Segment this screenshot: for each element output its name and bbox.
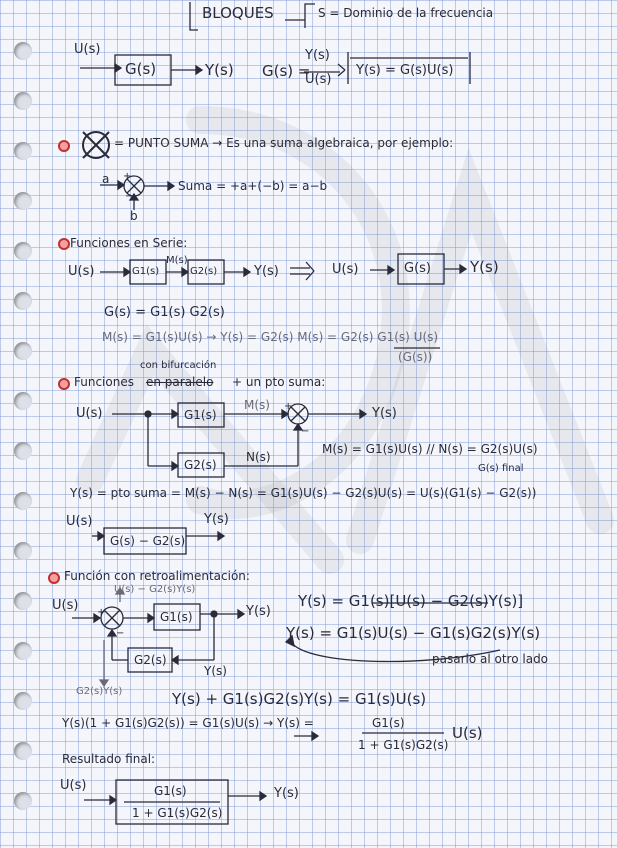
transfer-result: Y(s) = G(s)U(s): [356, 63, 454, 78]
g-block-label: G(s): [125, 60, 157, 78]
parallel-n-label: N(s): [246, 450, 271, 464]
series-g2-label: G2(s): [190, 266, 218, 277]
parallel-title-b: + un pto suma:: [232, 375, 326, 389]
bracket-shape: [190, 2, 198, 30]
series-output-y: Y(s): [254, 264, 279, 279]
feedback-minus: −: [116, 628, 125, 639]
parallel-output-y: Y(s): [372, 406, 397, 421]
feedback-eq1: Y(s) = G1(s)[U(s) − G2(s)Y(s)]: [298, 592, 524, 610]
output-label-y: Y(s): [205, 61, 234, 79]
series-output-y2: Y(s): [470, 258, 499, 276]
parallel-gs-final: G(s) final: [478, 463, 524, 474]
feedback-g2-label: G2(s): [134, 653, 167, 667]
parallel-block-label: G(s) − G2(s): [110, 534, 186, 548]
bullet-point: [48, 572, 60, 584]
series-input-u: U(s): [68, 264, 95, 279]
fraction-numerator: Y(s): [305, 48, 330, 63]
series-m-label: M(s): [166, 255, 188, 266]
feedback-note: pasarlo al otro lado: [432, 652, 549, 666]
fraction-denominator: U(s): [305, 72, 332, 87]
final-numerator: G1(s): [154, 784, 187, 798]
s-definition: S = Dominio de la frecuencia: [318, 6, 494, 20]
feedback-eq2: Y(s) = G1(s)U(s) − G1(s)G2(s)Y(s): [286, 624, 541, 642]
final-input-u: U(s): [60, 778, 87, 793]
sum-expression: Suma = +a+(−b) = a−b: [178, 179, 328, 193]
sum-input-a: a: [102, 172, 110, 186]
feedback-y-return: Y(s): [204, 664, 227, 678]
series-eq-g: G(s) = G1(s) G2(s): [104, 305, 225, 320]
series-input-u2: U(s): [332, 262, 359, 277]
feedback-eq4-den: 1 + G1(s)G2(s): [358, 738, 449, 752]
parallel-title-sup: con bifurcación: [140, 360, 217, 371]
feedback-plus: +: [97, 607, 106, 618]
parallel-output-y2: Y(s): [204, 512, 229, 527]
bloques-heading: BLOQUES: [202, 4, 274, 22]
parallel-g1-label: G1(s): [184, 408, 217, 422]
bullet-point: [58, 238, 70, 250]
series-title: Funciones en Serie:: [70, 236, 188, 250]
feedback-eq4-right: U(s): [452, 724, 483, 742]
series-eq-m: M(s) = G1(s)U(s) → Y(s) = G2(s) M(s) = G2(s) G1(s) U(s): [102, 330, 439, 344]
parallel-input-u: U(s): [76, 406, 103, 421]
parallel-eq-y: Y(s) = pto suma = M(s) − N(s) = G1(s)U(s) − G2(s)U(s) = U(s)(G1(s) − G2(s)): [70, 486, 537, 500]
parallel-g2-label: G2(s): [184, 458, 217, 472]
series-g-label: G(s): [404, 261, 431, 276]
parallel-m-label: M(s): [244, 398, 270, 412]
parallel-plus: +: [284, 401, 293, 412]
sum-point-title: = PUNTO SUMA → Es una suma algebraica, por ejemplo:: [114, 136, 454, 150]
input-label-u: U(s): [74, 42, 101, 57]
parallel-input-u2: U(s): [66, 514, 93, 529]
feedback-error-label: U(s) − G2(s)Y(s): [114, 584, 196, 595]
parallel-minus: −: [301, 426, 310, 437]
sum-input-b: b: [130, 209, 138, 223]
feedback-title: Función con retroalimentación:: [64, 569, 250, 583]
parallel-eq-m: M(s) = G1(s)U(s) // N(s) = G2(s)U(s): [322, 442, 538, 456]
feedback-g2y-label: G2(s)Y(s): [76, 686, 123, 697]
parallel-title-a: Funciones: [74, 375, 134, 389]
final-output-y: Y(s): [274, 786, 299, 801]
bullet-point: [58, 140, 70, 152]
final-denominator: 1 + G1(s)G2(s): [132, 806, 223, 820]
plus-sign: +: [123, 171, 132, 182]
minus-sign: −: [125, 191, 134, 202]
parallel-title-strike: en paralelo: [146, 375, 214, 389]
feedback-eq4-num: G1(s): [372, 716, 405, 730]
feedback-eq4-left: Y(s)(1 + G1(s)G2(s)) = G1(s)U(s) → Y(s) =: [62, 716, 314, 730]
final-title: Resultado final:: [62, 752, 156, 766]
feedback-output-y: Y(s): [246, 604, 271, 619]
bullet-point: [58, 378, 70, 390]
feedback-g1-label: G1(s): [160, 610, 193, 624]
g-definition: G(s) =: [262, 62, 311, 80]
feedback-eq3: Y(s) + G1(s)G2(s)Y(s) = G1(s)U(s): [172, 690, 427, 708]
series-g1-label: G1(s): [132, 266, 160, 277]
feedback-input-u: U(s): [52, 598, 79, 613]
series-gs-label: (G(s)): [398, 350, 433, 364]
